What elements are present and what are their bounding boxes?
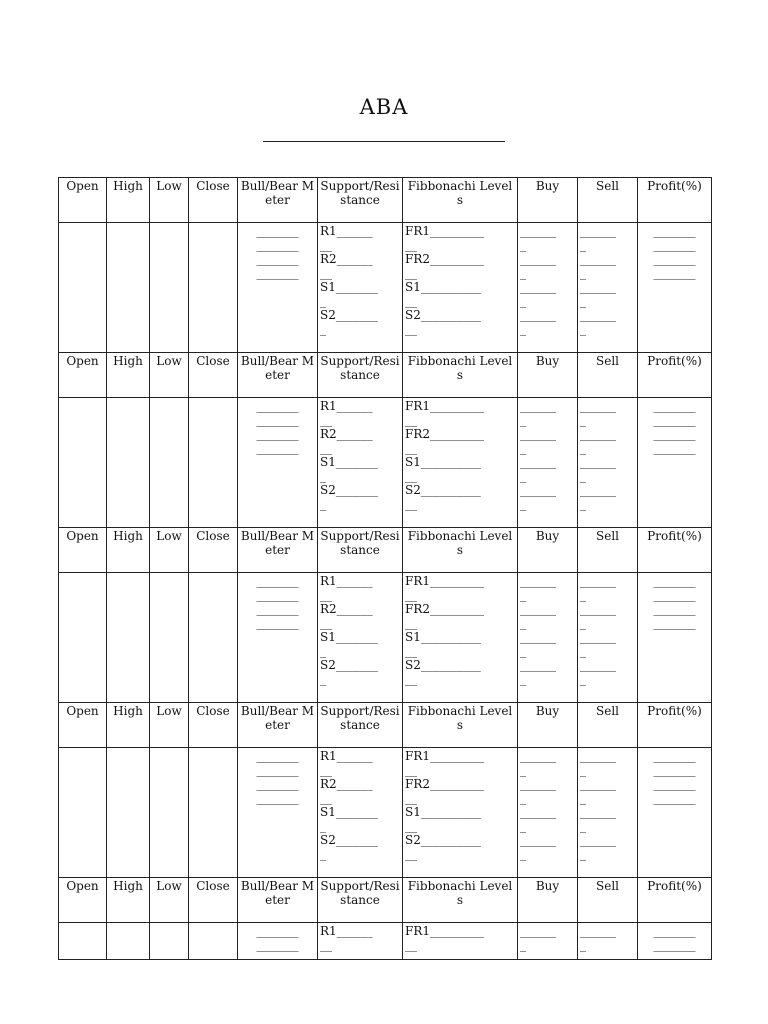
support-resistance-cell[interactable] [318,398,403,528]
blank-line: ______ [520,749,556,763]
blank-line: ______ [580,574,616,588]
blank-line: _ [520,497,526,511]
header-bull-bear-meter: Bull/Bear Meter [238,353,318,398]
buy-cell[interactable] [518,748,578,878]
header-support-resistance: Support/Resistance [318,703,403,748]
header-open: Open [59,703,107,748]
blank-line: _______ [653,616,696,630]
blank-line: __ [320,938,332,952]
blank-line: _ [520,441,526,455]
blank-line: S1_______ [320,455,378,469]
blank-line: _ [320,497,326,511]
blank-line: _ [580,413,586,427]
blank-line: _ [580,294,586,308]
header-profit: Profit(%) [638,703,712,748]
blank-line: R1______ [320,224,373,238]
header-close: Close [189,353,238,398]
blank-line: ______ [580,399,616,413]
blank-line: __ [405,441,417,455]
blank-line: _ [320,672,326,686]
low-cell[interactable] [150,398,189,528]
blank-line: __ [405,791,417,805]
blank-line: __ [405,322,417,336]
blank-line: ______ [580,924,616,938]
blank-line: __ [405,469,417,483]
fibbonachi-levels-cell[interactable] [403,748,518,878]
header-support-resistance: Support/Resistance [318,878,403,923]
close-cell[interactable] [189,398,238,528]
blank-line: _______ [653,574,696,588]
header-sell: Sell [578,878,638,923]
blank-line: R1______ [320,749,373,763]
blank-line: _______ [653,399,696,413]
header-fibbonachi-levels: Fibbonachi Levels [403,353,518,398]
blank-line: FR2_________ [405,602,484,616]
blank-line: _ [580,469,586,483]
blank-line: _ [320,847,326,861]
blank-line: __ [405,294,417,308]
blank-line: __ [320,413,332,427]
blank-line: _______ [653,602,696,616]
blank-line: S2__________ [405,308,481,322]
header-support-resistance: Support/Resistance [318,178,403,223]
bull-bear-meter-cell[interactable] [238,223,318,353]
low-cell[interactable] [150,223,189,353]
header-high: High [107,528,150,573]
blank-line: _ [580,763,586,777]
blank-line: S1_______ [320,280,378,294]
high-cell[interactable] [107,923,150,960]
title-underline [263,141,505,142]
blank-line: S2__________ [405,658,481,672]
blank-line: S1_______ [320,805,378,819]
header-sell: Sell [578,353,638,398]
blank-line: _______ [256,441,299,455]
blank-line: _______ [256,616,299,630]
blank-line: __ [405,616,417,630]
blank-line: ______ [520,224,556,238]
blank-line: _______ [256,224,299,238]
blank-line: _______ [256,938,299,952]
low-cell[interactable] [150,923,189,960]
open-cell[interactable] [59,923,107,960]
header-open: Open [59,878,107,923]
blank-line: ______ [520,777,556,791]
blank-line: _ [580,238,586,252]
blank-line: _______ [653,427,696,441]
blank-line: __ [405,819,417,833]
header-buy: Buy [518,703,578,748]
header-support-resistance: Support/Resistance [318,528,403,573]
blank-line: _ [520,672,526,686]
blank-line: R1______ [320,924,373,938]
blank-line: _______ [256,427,299,441]
header-sell: Sell [578,528,638,573]
header-row [59,353,712,398]
support-resistance-cell[interactable] [318,923,403,960]
blank-line: ______ [520,805,556,819]
blank-line: ______ [580,224,616,238]
low-cell[interactable] [150,748,189,878]
blank-line: _ [520,322,526,336]
bull-bear-meter-cell[interactable] [238,923,318,960]
blank-line: ______ [580,749,616,763]
blank-line: _ [520,644,526,658]
blank-line: __ [320,588,332,602]
header-profit: Profit(%) [638,353,712,398]
sell-cell[interactable] [578,923,638,960]
fibbonachi-levels-cell[interactable] [403,573,518,703]
header-profit: Profit(%) [638,178,712,223]
blank-line: ______ [520,483,556,497]
blank-line: _ [520,763,526,777]
blank-line: __ [405,588,417,602]
blank-line: _______ [256,413,299,427]
blank-line: S1__________ [405,630,481,644]
entry-row [59,748,712,878]
blank-line: ______ [520,280,556,294]
header-low: Low [150,178,189,223]
high-cell[interactable] [107,748,150,878]
blank-line: _______ [256,791,299,805]
blank-line: _______ [256,588,299,602]
blank-line: __ [405,644,417,658]
blank-line: __ [405,413,417,427]
blank-line: __ [405,266,417,280]
blank-line: _______ [653,238,696,252]
blank-line: S1__________ [405,455,481,469]
header-buy: Buy [518,178,578,223]
blank-line: _ [520,616,526,630]
header-fibbonachi-levels: Fibbonachi Levels [403,528,518,573]
header-profit: Profit(%) [638,528,712,573]
blank-line: ______ [520,427,556,441]
header-low: Low [150,703,189,748]
blank-line: S1__________ [405,805,481,819]
open-cell[interactable] [59,748,107,878]
blank-line: _______ [653,224,696,238]
entry-row [59,923,712,960]
blank-line: S2_______ [320,833,378,847]
header-support-resistance: Support/Resistance [318,353,403,398]
blank-line: _______ [653,749,696,763]
blank-line: __ [320,266,332,280]
blank-line: FR1_________ [405,399,484,413]
blank-line: S2_______ [320,483,378,497]
header-bull-bear-meter: Bull/Bear Meter [238,703,318,748]
blank-line: _ [580,644,586,658]
blank-line: _ [320,322,326,336]
header-close: Close [189,178,238,223]
blank-line: R2______ [320,427,373,441]
blank-line: ______ [580,805,616,819]
blank-line: _ [520,469,526,483]
profit-cell[interactable] [638,923,712,960]
blank-line: _______ [653,924,696,938]
bull-bear-meter-cell[interactable] [238,398,318,528]
blank-line: ______ [580,252,616,266]
blank-line: __ [320,616,332,630]
header-high: High [107,703,150,748]
blank-line: _______ [256,266,299,280]
header-row [59,878,712,923]
profit-cell[interactable] [638,573,712,703]
blank-line: __ [320,238,332,252]
blank-line: _______ [256,238,299,252]
blank-line: S2__________ [405,833,481,847]
blank-line: R2______ [320,777,373,791]
header-open: Open [59,178,107,223]
close-cell[interactable] [189,748,238,878]
profit-cell[interactable] [638,223,712,353]
blank-line: ______ [580,308,616,322]
header-high: High [107,178,150,223]
blank-line: R1______ [320,574,373,588]
blank-line: S2__________ [405,483,481,497]
blank-line: __ [405,763,417,777]
blank-line: ______ [520,308,556,322]
header-buy: Buy [518,878,578,923]
blank-line: _ [520,413,526,427]
blank-line: FR1_________ [405,574,484,588]
blank-line: ______ [580,483,616,497]
blank-line: _ [580,616,586,630]
blank-line: _______ [653,252,696,266]
blank-line: ______ [580,602,616,616]
blank-line: ______ [580,455,616,469]
support-resistance-cell[interactable] [318,573,403,703]
sell-cell[interactable] [578,748,638,878]
header-profit: Profit(%) [638,878,712,923]
high-cell[interactable] [107,398,150,528]
blank-line: _ [520,238,526,252]
blank-line: S2_______ [320,308,378,322]
blank-line: _______ [256,924,299,938]
bull-bear-meter-cell[interactable] [238,748,318,878]
blank-line: _______ [256,602,299,616]
blank-line: _ [580,588,586,602]
blank-line: _______ [653,441,696,455]
blank-line: _ [520,266,526,280]
header-fibbonachi-levels: Fibbonachi Levels [403,703,518,748]
blank-line: FR1_________ [405,924,484,938]
blank-line: __ [405,238,417,252]
blank-line: _______ [653,763,696,777]
blank-line: __ [405,672,417,686]
header-row [59,703,712,748]
buy-cell[interactable] [518,223,578,353]
header-fibbonachi-levels: Fibbonachi Levels [403,178,518,223]
blank-line: __ [320,763,332,777]
buy-cell[interactable] [518,573,578,703]
fibbonachi-levels-cell[interactable] [403,923,518,960]
blank-line: _ [320,819,326,833]
high-cell[interactable] [107,573,150,703]
header-bull-bear-meter: Bull/Bear Meter [238,178,318,223]
blank-line: FR2_________ [405,427,484,441]
blank-line: S2_______ [320,658,378,672]
blank-line: _ [320,469,326,483]
entry-row [59,398,712,528]
header-sell: Sell [578,703,638,748]
blank-line: ______ [580,777,616,791]
blank-line: ______ [520,602,556,616]
blank-line: _______ [653,938,696,952]
fibbonachi-levels-cell[interactable] [403,398,518,528]
blank-line: _ [320,294,326,308]
header-fibbonachi-levels: Fibbonachi Levels [403,878,518,923]
blank-line: ______ [580,280,616,294]
sell-cell[interactable] [578,223,638,353]
blank-line: _ [580,441,586,455]
blank-line: _ [520,819,526,833]
blank-line: R2______ [320,602,373,616]
open-cell[interactable] [59,573,107,703]
blank-line: FR1_________ [405,224,484,238]
blank-line: _ [580,322,586,336]
entry-row [59,223,712,353]
header-open: Open [59,528,107,573]
header-low: Low [150,878,189,923]
blank-line: _______ [256,399,299,413]
blank-line: ______ [580,427,616,441]
close-cell[interactable] [189,573,238,703]
header-row [59,178,712,223]
sell-cell[interactable] [578,398,638,528]
header-close: Close [189,528,238,573]
blank-line: _ [580,819,586,833]
header-high: High [107,878,150,923]
header-low: Low [150,353,189,398]
blank-line: ______ [520,252,556,266]
blank-line: ______ [520,399,556,413]
support-resistance-cell[interactable] [318,223,403,353]
blank-line: ______ [580,833,616,847]
blank-line: FR1_________ [405,749,484,763]
header-sell: Sell [578,178,638,223]
header-open: Open [59,353,107,398]
blank-line: _ [580,938,586,952]
header-bull-bear-meter: Bull/Bear Meter [238,878,318,923]
blank-line: __ [320,791,332,805]
blank-line: _ [580,497,586,511]
blank-line: ______ [520,455,556,469]
header-close: Close [189,703,238,748]
fibbonachi-levels-cell[interactable] [403,223,518,353]
blank-line: _ [580,847,586,861]
blank-line: _______ [256,574,299,588]
blank-line: _ [520,938,526,952]
low-cell[interactable] [150,573,189,703]
blank-line: _ [580,672,586,686]
blank-line: ______ [520,574,556,588]
blank-line: __ [405,847,417,861]
blank-line: _______ [256,777,299,791]
close-cell[interactable] [189,223,238,353]
blank-line: _______ [653,266,696,280]
bull-bear-meter-cell[interactable] [238,573,318,703]
document-title: ABA [359,95,409,119]
blank-line: _ [520,791,526,805]
blank-line: _______ [653,777,696,791]
profit-cell[interactable] [638,748,712,878]
blank-line: S1_______ [320,630,378,644]
blank-line: _ [520,847,526,861]
blank-line: _______ [256,252,299,266]
blank-line: ______ [580,630,616,644]
buy-cell[interactable] [518,398,578,528]
sell-cell[interactable] [578,573,638,703]
blank-line: _______ [653,413,696,427]
blank-line: ______ [520,924,556,938]
blank-line: _______ [653,588,696,602]
blank-line: _ [580,791,586,805]
header-buy: Buy [518,528,578,573]
blank-line: __ [405,938,417,952]
blank-line: _ [520,294,526,308]
trading-log-table [58,177,712,960]
header-row [59,528,712,573]
close-cell[interactable] [189,923,238,960]
blank-line: _ [520,588,526,602]
support-resistance-cell[interactable] [318,748,403,878]
open-cell[interactable] [59,223,107,353]
blank-line: R1______ [320,399,373,413]
blank-line: _ [320,644,326,658]
entry-row [59,573,712,703]
blank-line: _______ [653,791,696,805]
high-cell[interactable] [107,223,150,353]
blank-line: FR2_________ [405,777,484,791]
blank-line: _______ [256,749,299,763]
blank-line: ______ [520,658,556,672]
blank-line: _______ [256,763,299,777]
header-close: Close [189,878,238,923]
buy-cell[interactable] [518,923,578,960]
header-low: Low [150,528,189,573]
header-high: High [107,353,150,398]
blank-line: __ [320,441,332,455]
header-buy: Buy [518,353,578,398]
blank-line: S1__________ [405,280,481,294]
blank-line: FR2_________ [405,252,484,266]
blank-line: ______ [520,630,556,644]
blank-line: _ [580,266,586,280]
profit-cell[interactable] [638,398,712,528]
blank-line: R2______ [320,252,373,266]
header-bull-bear-meter: Bull/Bear Meter [238,528,318,573]
blank-line: __ [405,497,417,511]
blank-line: ______ [520,833,556,847]
blank-line: ______ [580,658,616,672]
open-cell[interactable] [59,398,107,528]
